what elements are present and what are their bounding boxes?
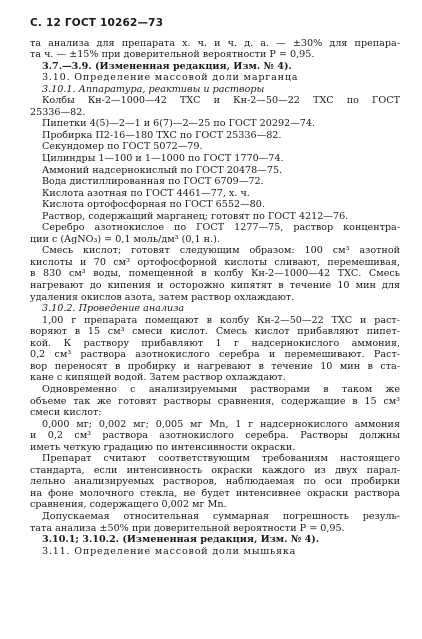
page-header: С. 12 ГОСТ 10262—73 <box>30 17 164 29</box>
text-line: на фоне молочного стекла, не будет интенсивнее окраски раствора <box>30 487 400 499</box>
text-line: 3.7.—3.9. (Измененная редакция, Изм. № 4). <box>42 60 292 72</box>
text-line: стандарта, если интенсивность окраски каждого из двух парал- <box>30 464 400 476</box>
text-line: 0,000 мг; 0,002 мг; 0,005 мг Mn, 1 г надсернокислого аммония <box>42 418 400 430</box>
text-line: Допускаемая относительная суммарная погрешность резуль- <box>42 510 400 522</box>
text-line: Препарат считают соответствующим требованиям настоящего <box>42 453 400 465</box>
text-line: Цилиндры 1—100 и 1—1000 по ГОСТ 1770—74. <box>42 153 284 165</box>
text-line: 3.10.2. Проведение анализа <box>42 303 185 315</box>
text-line: Кислота азотная по ГОСТ 4461—77, х. ч. <box>42 187 250 199</box>
text-line: кислоты и 70 см³ ортофосфорной кислоты сливают, перемешивая, <box>30 256 400 268</box>
text-line: сравнения, содержащего 0,002 мг Mn. <box>30 499 227 511</box>
text-line: 1,00 г препарата помещают в колбу Кн-2—50—22 ТХС и раст- <box>42 314 400 326</box>
text-line: ции c (AgNO₃) = 0,1 моль/дм³ (0,1 н.). <box>30 233 220 245</box>
document-body <box>30 38 400 558</box>
text-line: вор переносят в пробирку и нагревают в течение 10 мин в ста- <box>30 360 400 372</box>
text-line: Пробирка П2-16—180 ТХС по ГОСТ 25336—82. <box>42 129 282 141</box>
text-line: 3.10.1. Аппаратура, реактивы и растворы <box>42 83 265 95</box>
text-line: Пипетки 4(5)—2—1 и 6(7)—2—25 по ГОСТ 20292—74. <box>42 118 316 130</box>
text-line: 3.10. Определение массовой доли марганца <box>42 72 299 84</box>
text-line: Смесь кислот; готовят следующим образом: 100 см³ азотной <box>42 245 400 257</box>
text-line: Кислота ортофосфорная по ГОСТ 6552—80. <box>42 199 265 211</box>
text-line: нагревают до кипения и осторожно кипятят в течение 10 мин для <box>30 280 400 292</box>
text-line: 0,2 см³ раствора азотнокислого серебра и перемешивают. Раст- <box>30 349 400 361</box>
text-line: 25336—82. <box>30 106 86 118</box>
text-line: Раствор, содержащий марганец; готовят по ГОСТ 4212—76. <box>42 210 349 222</box>
text-line: Одновременно с анализируемыми растворами в таком же <box>42 383 400 395</box>
text-line: Серебро азотнокислое по ГОСТ 1277—75, раствор концентра- <box>42 222 400 234</box>
text-line: и 0,2 см³ раствора азотнокислого серебра. Растворы должны <box>30 430 400 442</box>
text-line: та ч. — ±15% при доверительной вероятности P = 0,95. <box>30 49 315 61</box>
text-line: 3.10.1; 3.10.2. (Измененная редакция, Изм. № 4). <box>42 534 320 546</box>
text-line: удаления окислов азота, затем раствор охлаждают. <box>30 291 295 303</box>
text-line: Колбы Кн-2—1000—42 ТХС и Кн-2—50—22 ТХС по ГОСТ <box>42 95 400 107</box>
text-line: иметь четкую градацию по интенсивности окраски. <box>30 441 296 453</box>
text-line: воряют в 15 см³ смеси кислот. Смесь кислот прибавляют пипет- <box>30 326 400 338</box>
text-line: 3.11. Определение массовой доли мышьяка <box>42 545 297 557</box>
text-line: лельно анализируемых растворов, наблюдаемая по оси пробирки <box>30 476 400 488</box>
text-line: Аммоний надсернокислый по ГОСТ 20478—75. <box>42 164 283 176</box>
text-line: в 830 см³ воды, помещенной в колбу Кн-2—1000—42 ТХС. Смесь <box>30 268 400 280</box>
text-line: Секундомер по ГОСТ 5072—79. <box>42 141 203 153</box>
text-line: смеси кислот: <box>30 407 102 419</box>
text-line: кане с кипящей водой. Затем раствор охлаждают. <box>30 372 286 384</box>
text-line: тата анализа ±50% при доверительной вероятности P = 0,95. <box>30 522 345 534</box>
text-line: объеме так же готовят растворы сравнения, содержащие в 15 см³ <box>30 395 400 407</box>
text-line: Вода дистиллированная по ГОСТ 6709—72. <box>42 176 264 188</box>
text-line: кой. К раствору прибавляют 1 г надсернокислого аммония, <box>30 337 400 349</box>
text-line: та анализа для препарата х. ч. и ч. д. а. — ±30% для препара- <box>30 37 400 49</box>
